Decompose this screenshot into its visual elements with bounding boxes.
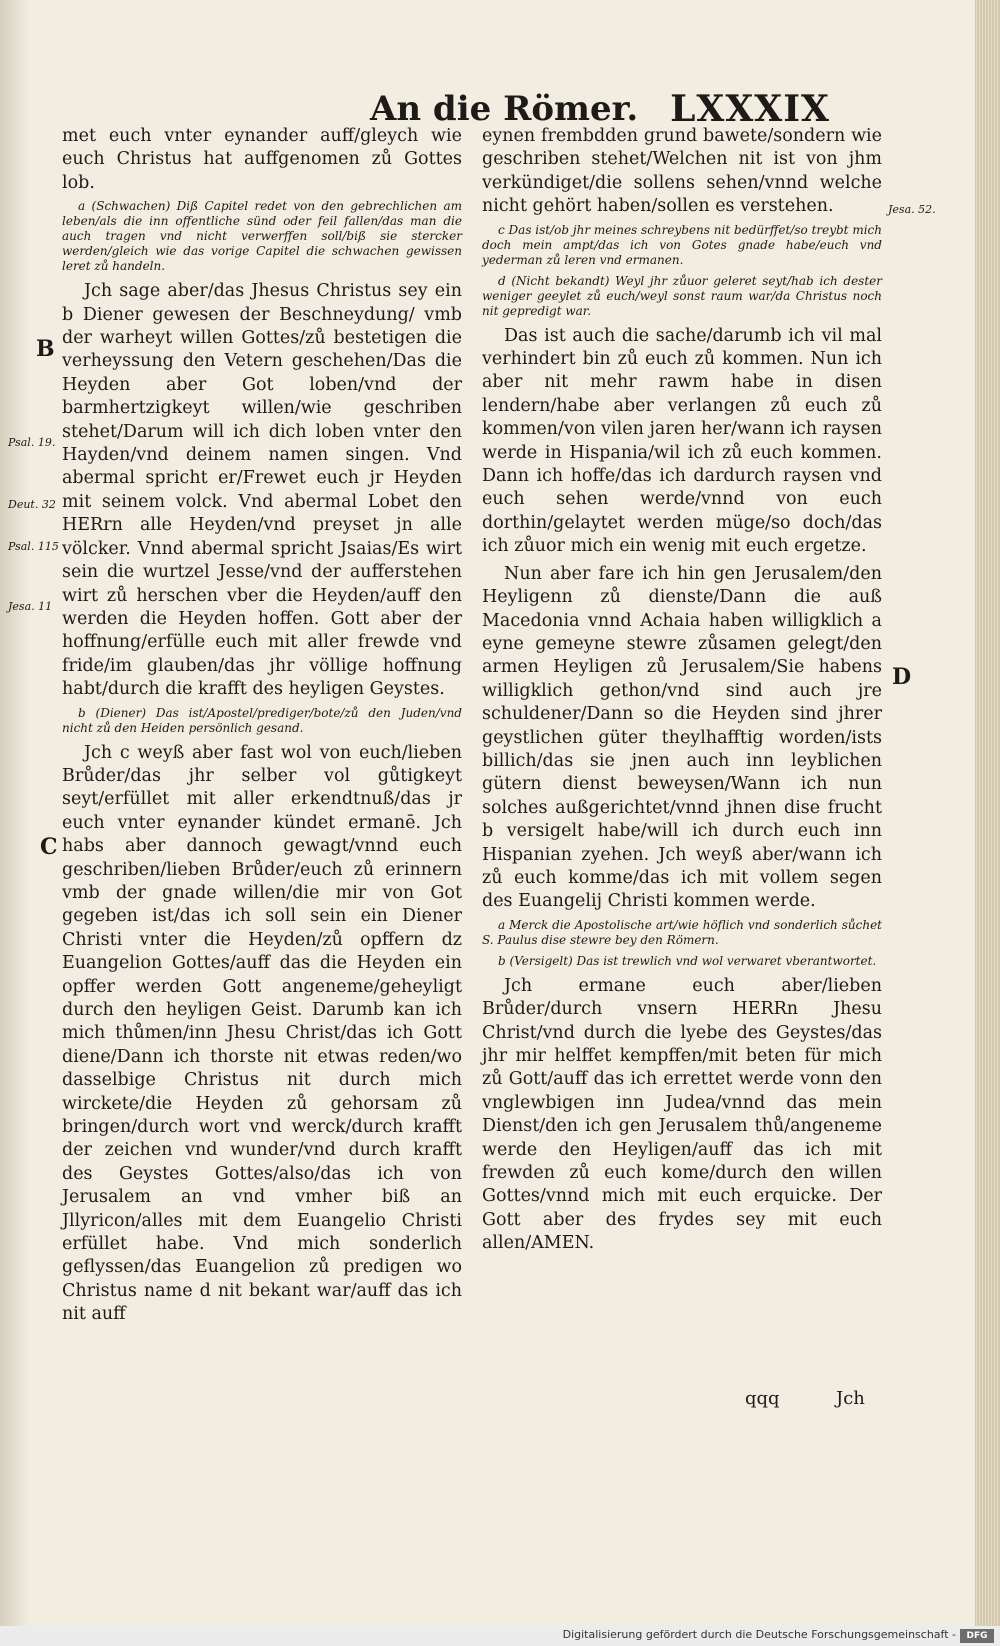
gloss-note: c Das ist/ob jhr meines schreybens nit bedürffet/so treybt mich doch mein ampt/das ich von Gotes gnade habe/euch vnd yederman zů leren vnd ermanen. bbox=[482, 222, 882, 267]
margin-reference: Psal. 19. bbox=[8, 436, 56, 449]
gloss-note: b (Versigelt) Das ist trewlich vnd wol verwaret vberantwortet. bbox=[498, 953, 877, 968]
gloss-note: b (Diener) Das ist/Apostel/prediger/bote/zů den Juden/vnd nicht zů den Heiden persönlich gesand. bbox=[62, 705, 462, 735]
paragraph: Das ist auch die sache/darumb ich vil mal verhindert bin zů euch zů kommen. Nun ich aber nit mehr rawm habe in disen lendern/habe aber verlangen zů euch zů kommen/von vilen jaren her/wann ich raysen werde in Hispania/wil ich zů euch kommen. Dann ich hoffe/das ich dardurch raysen vnd euch sehen werde/vnnd von euch dorthin/gelaytet werden müge/so doch/das ich zůuor mich ein wenig mit euch ergetze. bbox=[482, 325, 882, 557]
paragraph: Jch ermane euch aber/lieben Brůder/durch vnsern HERRn Jhesu Christ/vnd durch die lyebe des Geystes/das jhr mir helffet kempffen/mit beten für mich zů Gott/auff das ich errettet werde vonn den vnglewbigen inn Judea/vnnd das mein Dienst/den ich gen Jerusalem thů/angeneme werde den Heyligen/auff das ich mit frewden zů euch kome/durch den willen Gottes/vnnd mich mit euch erquicke. Der Gott aber des frydes sey mit euch allen/AMEN. bbox=[482, 975, 882, 1254]
dfg-logo: DFG bbox=[960, 1629, 994, 1643]
signature-mark: qqq bbox=[745, 1388, 780, 1409]
margin-reference: Jesa. 11 bbox=[8, 600, 53, 613]
catchword: Jch bbox=[836, 1388, 865, 1409]
folio-number: LXXXIX bbox=[670, 88, 830, 130]
gloss-note: d (Nicht bekandt) Weyl jhr zůuor geleret seyt/hab ich dester weniger geeylet zů euch/weyl sonst raum war/da Christus noch nit gepredigt war. bbox=[482, 273, 882, 318]
left-column bbox=[62, 125, 462, 1331]
paragraph: Nun aber fare ich hin gen Jerusalem/den Heyligenn zů dienste/Dann die auß Macedonia vnnd Achaia haben willigklich a eyne gemeyne stewre zůsamen gelegt/den armen Heyligen zů Jerusalem/Sie habens willigklich gethon/vnd sind auch jre schuldener/Dann so die Heyden sind jhrer geystlichen güter theylhafftig worden/ists billich/das sie jnen auch inn leyblichen gütern dienst beweysen/Wann ich nun solches außgerichtet/vnnd jhnen dise frucht b versigelt habe/will ich durch euch inn Hispanian zyehen. Jch weyß aber/wann ich zů euch komme/das ich mit vollem segen des Euangelij Christi kommen werde. bbox=[482, 563, 882, 912]
gutter-shadow bbox=[0, 0, 30, 1626]
right-column bbox=[482, 125, 882, 1260]
gloss-note: a (Schwachen) Diß Capitel redet von den gebrechlichen am leben/als die inn offentliche sünd oder feil fallen/das man die auch tragen vnd nicht verwerffen soll/biß sie stercker werden/gleich wie das vorige Capitel die schwachen gewissen leret zů handeln. bbox=[62, 199, 462, 274]
paragraph: eynen frembdden grund bawete/sondern wie geschriben stehet/Welchen nit ist von jhm verkündiget/die sollens sehen/vnnd welche nicht gehört haben/sollen es verstehen. bbox=[482, 126, 882, 217]
margin-reference: Psal. 115 bbox=[8, 540, 59, 553]
section-letter-c: C bbox=[40, 834, 58, 860]
margin-reference: Jesa. 52. bbox=[888, 203, 936, 216]
gloss-note: a Merck die Apostolische art/wie höflich vnd sonderlich sůchet S. Paulus dise stewre bey den Römern. bbox=[482, 917, 882, 947]
section-letter-d: D bbox=[892, 664, 912, 690]
paragraph: Jch c weyß aber fast wol von euch/lieben Brůder/das jhr selber vol gůtigkeyt seyt/erfüllet mit aller erkendtnuß/das jr euch vnter eynander kündet ermanē. Jch habs aber dannoch gewagt/vnnd euch geschriben/lieben Brůder/euch zů erinnern vmb der gnade willen/die mir von Got gegeben ist/das ich soll sein ein Diener Christi vnter die Heyden/zů opffern dz Euangelion Gottes/auff das die Heyden ein opffer werden Gott angeneme/geheyligt durch den heyligen Geist. Darumb kan ich mich thůmen/inn Jhesu Christ/das ich Gott diene/Dann ich thorste nit etwas reden/wo dasselbige Christus nit durch mich wirckete/die Heyden zů gehorsam zů bringen/durch wort vnd werck/durch krafft der zeichen vnd wunder/vnd durch krafft des Geystes Gottes/also/das ich von Jerusalem an vnd vmher biß an Jllyricon/alles mit dem Euangelio Christi erfüllet habe. Vnd mich sonderlich geflyssen/das Euangelion zů predigen wo Christus name d nit bekant war/auff das ich nit auff bbox=[62, 742, 462, 1325]
digitization-credit: Digitalisierung gefördert durch die Deutsche Forschungsgemeinschaft - bbox=[562, 1628, 956, 1641]
paragraph: met euch vnter eynander auff/gleych wie euch Christus hat auffgenomen zů Gottes lob. bbox=[62, 126, 462, 193]
paragraph: Jch sage aber/das Jhesus Christus sey ein b Diener gewesen der Beschneydung/ vmb der warheyt willen Gottes/zů bestetigen die verheyssung den Vetern geschehen/Das die Heyden aber Got loben/vnd der barmhertzigkeyt willen/wie geschriben stehet/Darum will ich dich loben vnter den Hayden/vnd deinem namen singen. Vnd abermal spricht er/Frewet euch jr Heyden mit seinem volck. Vnd abermal Lobet den HERrn alle Heyden/vnd preyset jn alle völcker. Vnnd abermal spricht Jsaias/Es wirt sein die wurtzel Jesse/vnd der aufferstehen wirt zů herschen vber die Heyden/auff den werden die Heyden hoffen. Gott aber der hoffnung/erfülle euch mit aller frewde vnd fride/im glauben/das jhr völlige hoffnung habt/durch die krafft des heyligen Geystes. bbox=[62, 281, 462, 700]
page-title: An die Römer. bbox=[370, 89, 639, 129]
section-letter-b: B bbox=[36, 336, 55, 362]
margin-reference: Deut. 32 bbox=[8, 498, 56, 511]
page-edges bbox=[975, 0, 1000, 1626]
